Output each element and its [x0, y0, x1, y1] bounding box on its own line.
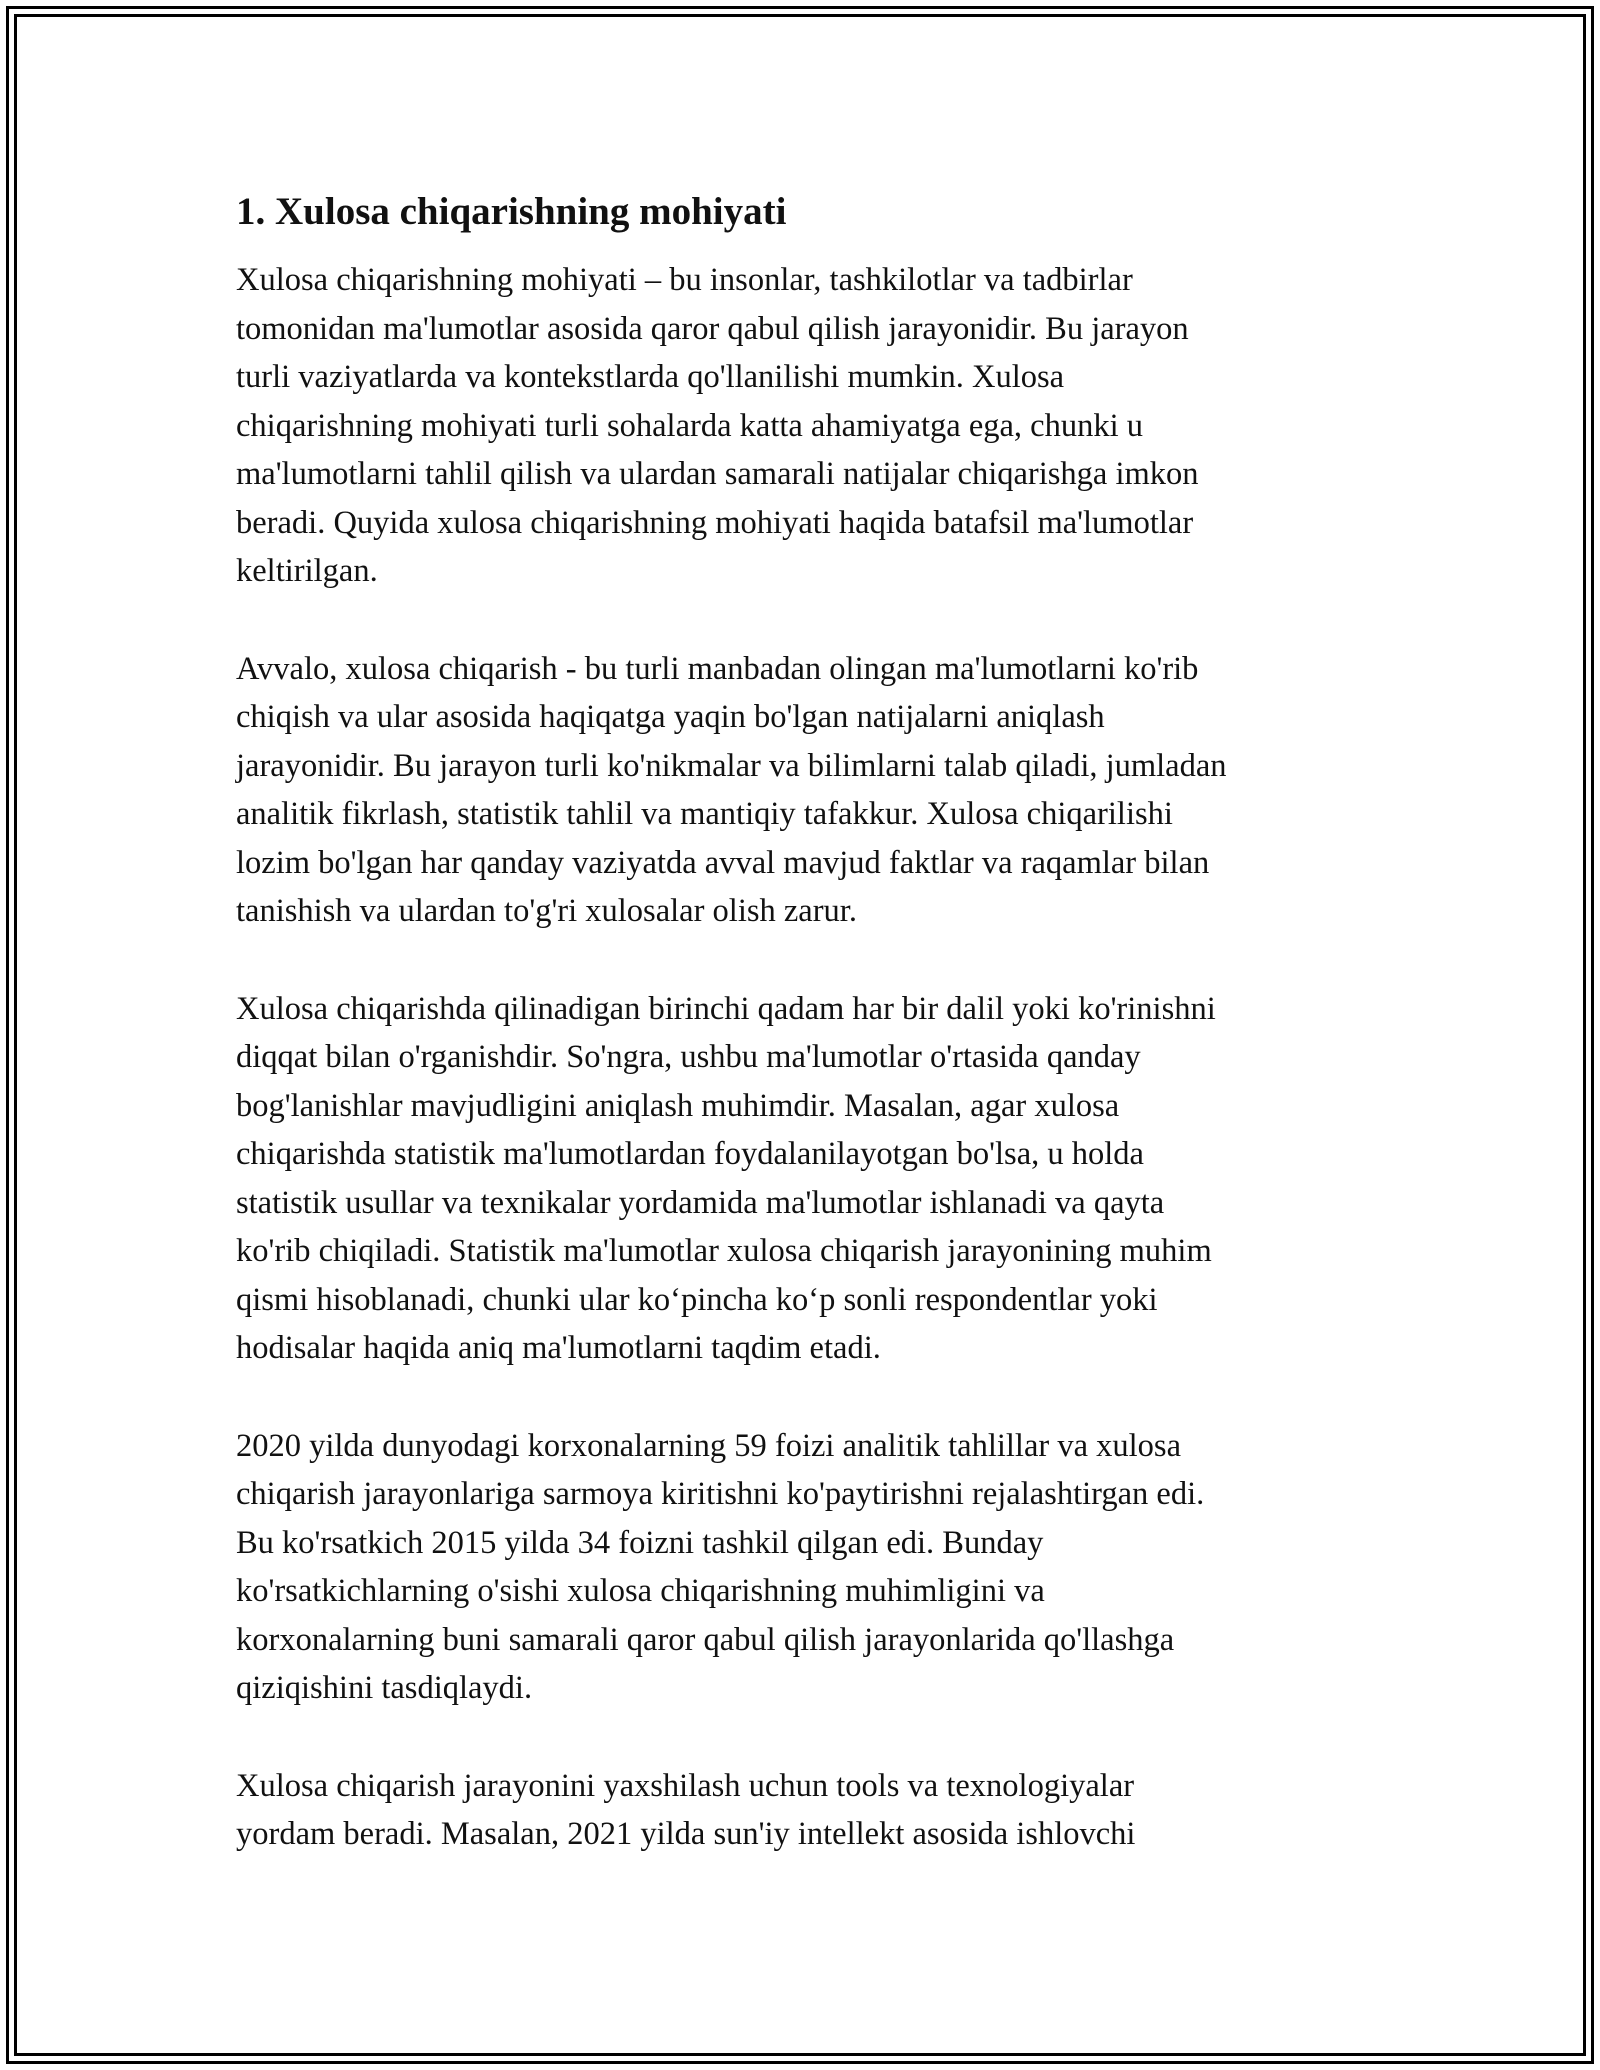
paragraph-3: Xulosa chiqarishda qilinadigan birinchi qadam har bir dalil yoki ko'rinishni diqqat bilan o'rganishdir. So'ngra, ushbu ma'lumotlar o'rtasida qanday bog'lanishlar mavjudligini aniqlash muhimdir. Masalan, agar xulosa chiqarishda statistik ma'lumotlardan foydalanilayotgan bo'lsa, u holda statistik usullar va texnikalar yordamida ma'lumotlar ishlanadi va qayta ko'rib chiqiladi. Statistik ma'lumotlar xulosa chiqarish jarayonining muhim qismi hisoblanadi, chunki ular ko‘pincha ko‘p sonli respondentlar yoki hodisalar haqida aniq ma'lumotlarni taqdim etadi.	[236, 990, 1216, 1366]
paragraph-4: 2020 yilda dunyodagi korxonalarning 59 foizi analitik tahlillar va xulosa chiqarish jarayonlariga sarmoya kiritishni ko'paytirishni rejalashtirgan edi. Bu ko'rsatkich 2015 yilda 34 foizni tashkil qilgan edi. Bunday ko'rsatkichlarning o'sishi xulosa chiqarishning muhimligini va korxonalarning buni samarali qaror qabul qilish jarayonlarida qo'llashga qiziqishini tasdiqlaydi.	[236, 1427, 1205, 1706]
paragraph-5: Xulosa chiqarish jarayonini yaxshilash uchun tools va texnologiyalar yordam beradi. Masalan, 2021 yilda sun'iy intellekt asosida ishlovchi	[236, 1767, 1136, 1852]
section-heading: 1. Xulosa chiqarishning mohiyati	[236, 190, 787, 233]
paragraph-1: Xulosa chiqarishning mohiyati – bu insonlar, tashkilotlar va tadbirlar tomonidan ma'lumotlar asosida qaror qabul qilish jarayonidir. Bu jarayon turli vaziyatlarda va kontekstlarda qo'llanilishi mumkin. Xulosa chiqarishning mohiyati turli sohalarda katta ahamiyatga ega, chunki u ma'lumotlarni tahlil qilish va ulardan samarali natijalar chiqarishga imkon beradi. Quyida xulosa chiqarishning mohiyati haqida batafsil ma'lumotlar keltirilgan.	[236, 262, 1199, 589]
paragraph-2: Avvalo, xulosa chiqarish - bu turli manbadan olingan ma'lumotlarni ko'rib chiqish va ular asosida haqiqatga yaqin bo'lgan natijalarni aniqlash jarayonidir. Bu jarayon turli ko'nikmalar va bilimlarni talab qiladi, jumladan analitik fikrlash, statistik tahlil va mantiqiy tafakkur. Xulosa chiqarilishi lozim bo'lgan har qanday vaziyatda avval mavjud faktlar va raqamlar bilan tanishish va ulardan to'g'ri xulosalar olish zarur.	[236, 650, 1227, 929]
document-body	[236, 186, 1366, 1908]
